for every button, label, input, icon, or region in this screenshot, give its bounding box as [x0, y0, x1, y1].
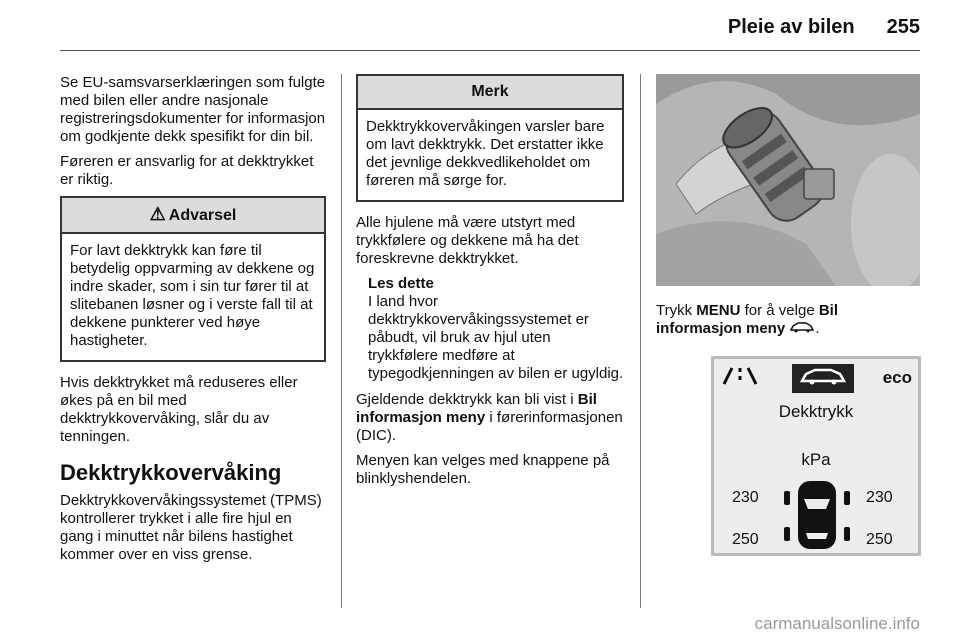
- instruction: [656, 302, 922, 338]
- display-title: Dekktrykk: [778, 402, 854, 421]
- rear-left-pressure: 250: [732, 531, 759, 548]
- car-topview-icon: [774, 477, 860, 553]
- text-span: Trykk: [656, 302, 697, 319]
- note-box-body: Dekktrykkovervåkingen varsler bare om lavt dekktrykk. Det erstatter ikke det jevnlige dekkvedlikeholdet om føreren må sørge for.: [366, 118, 605, 189]
- column-divider: [341, 74, 342, 608]
- display-top-bar: [720, 365, 912, 391]
- text-span: .: [815, 320, 820, 337]
- header-rule: [60, 50, 920, 51]
- column-right: [656, 74, 922, 556]
- note-box: [356, 74, 624, 202]
- column-middle: [356, 74, 624, 495]
- column-left: [60, 74, 326, 571]
- note-title: Les dette: [368, 275, 434, 292]
- bold-term: Bil informasjon meny: [356, 391, 597, 426]
- paragraph: Menyen kan velges med knappene på blinklyshendelen.: [356, 452, 610, 487]
- note-body: I land hvor dekktrykkovervåkingssystemet er påbudt, vil bruk av hjul uten trykkfølere medføre at typegodkjenningen av bilen er ugyldig.: [368, 293, 624, 382]
- text-span: i førerinformasjonen (DIC).: [356, 409, 623, 444]
- driver-info-display: [711, 356, 921, 556]
- page-header: [728, 16, 920, 39]
- paragraph: Føreren er ansvarlig for at dekktrykket er riktig.: [60, 153, 314, 188]
- turn-signal-lever-illustration: [656, 74, 920, 286]
- lever-drawing: [656, 74, 920, 286]
- pressure-unit: kPa: [801, 450, 831, 469]
- note-block: [356, 275, 624, 383]
- section-heading: Dekktrykkovervåking: [60, 460, 282, 485]
- front-left-pressure: 230: [732, 489, 759, 506]
- road-icon: [720, 366, 764, 391]
- paragraph: Dekktrykkovervåkingssystemet (TPMS) kontrollerer trykket i alle fire hjul en gang i minuttet når bilens hastighet kommer over en viss grense.: [60, 492, 322, 563]
- column-divider: [640, 74, 641, 608]
- paragraph: Se EU-samsvarserklæringen som fulgte med bilen eller andre nasjonale registreringsdokumenter for informasjon om godkjente dekk spesifikt for din bil.: [60, 74, 326, 145]
- paragraph: Alle hjulene må være utstyrt med trykkfølere og dekkene må ha det foreskrevne dekktrykket.: [356, 214, 579, 267]
- menu-button-label: MENU: [696, 302, 741, 319]
- bold-term: Bil informasjon meny: [656, 302, 839, 337]
- warning-title: Advarsel: [168, 207, 237, 224]
- warning-box: [60, 196, 326, 362]
- paragraph: Hvis dekktrykket må reduseres eller økes på en bil med dekktrykkovervåking, slår du av tenningen.: [60, 374, 298, 445]
- header-title: Pleie av bilen: [727, 16, 855, 38]
- page-number: 255: [886, 16, 920, 38]
- warning-icon: ⚠: [149, 204, 166, 224]
- note-box-header: Merk: [358, 76, 622, 110]
- warning-box-header: [62, 198, 324, 234]
- watermark: carmanualsonline.info: [754, 614, 920, 633]
- car-menu-icon: [789, 320, 815, 337]
- eco-label: eco: [882, 368, 912, 387]
- text-span: Gjeldende dekktrykk kan bli vist i: [356, 391, 578, 408]
- text-span: for å velge: [740, 302, 819, 319]
- car-tab-icon: [792, 364, 854, 393]
- paragraph: [356, 391, 624, 445]
- front-right-pressure: 230: [866, 489, 893, 506]
- warning-body: For lavt dekktrykk kan føre til betydelig oppvarming av dekkene og indre skader, som i sin tur fører til at slitebanen løsner og i verste fall til at dekkene punkterer ved høye hastigheter.: [70, 242, 315, 349]
- rear-right-pressure: 250: [866, 531, 893, 548]
